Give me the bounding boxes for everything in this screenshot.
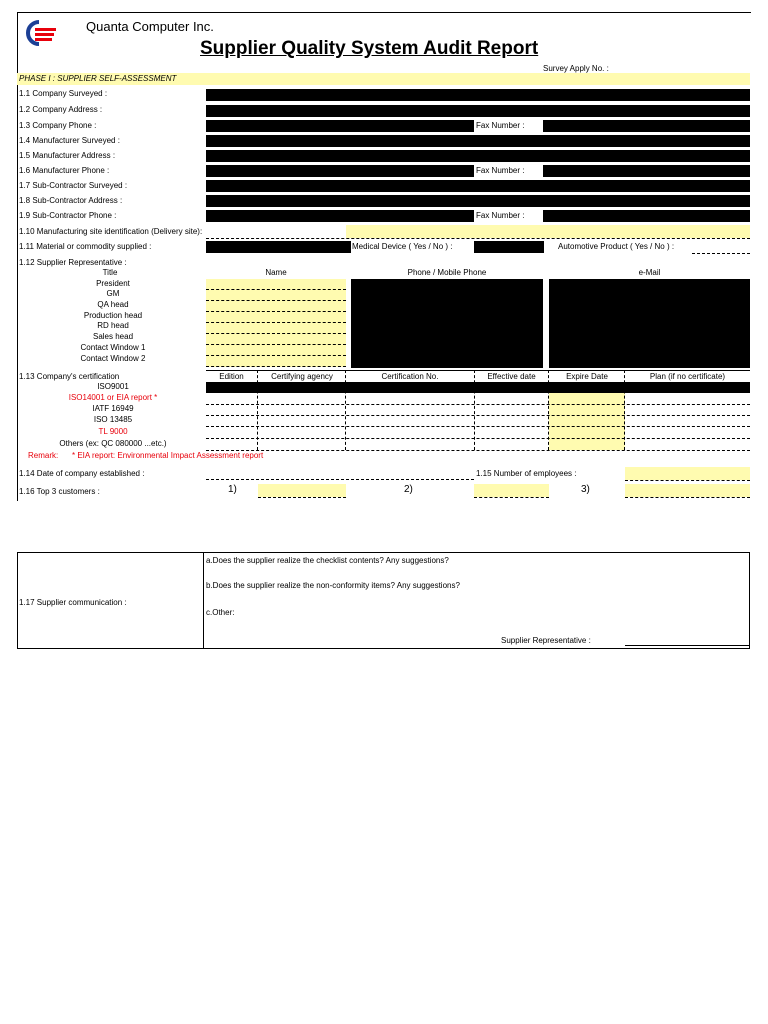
label-company-phone: 1.3 Company Phone : xyxy=(19,121,97,130)
company-surveyed-field[interactable] xyxy=(206,89,750,101)
communication-divider xyxy=(203,552,204,649)
company-phone-field[interactable] xyxy=(206,120,474,132)
label-employees: 1.15 Number of employees : xyxy=(476,469,577,478)
cert-header-number: Certification No. xyxy=(381,372,439,381)
supplier-rep-sign-line[interactable] xyxy=(625,645,749,646)
customer-2-field[interactable] xyxy=(474,484,549,497)
label-communication: 1.17 Supplier communication : xyxy=(19,598,127,607)
label-company-address: 1.2 Company Address : xyxy=(19,105,103,114)
label-mfr-phone: 1.6 Manufacturer Phone : xyxy=(19,166,110,175)
automotive-underline xyxy=(692,253,750,254)
site-id-field[interactable] xyxy=(346,225,750,238)
rep-email-column[interactable] xyxy=(549,279,750,368)
cert-header-agency: Certifying agency xyxy=(271,372,333,381)
company-name: Quanta Computer Inc. xyxy=(86,19,214,34)
cert-iso9001-field[interactable] xyxy=(206,382,750,393)
company-address-field[interactable] xyxy=(206,105,750,117)
sub-surveyed-field[interactable] xyxy=(206,180,750,192)
rep-title: Contact Window 2 xyxy=(80,354,146,363)
label-mfr-address: 1.5 Manufacturer Address : xyxy=(19,151,116,160)
label-sub-surveyed: 1.7 Sub-Contractor Surveyed : xyxy=(19,181,128,190)
label-company-established: 1.14 Date of company established : xyxy=(19,469,145,478)
cert-iso14001: ISO14001 or EIA report * xyxy=(68,393,158,402)
customer-3-field[interactable] xyxy=(625,484,750,497)
rep-header-title: Title xyxy=(102,268,118,277)
label-fax-mfr: Fax Number : xyxy=(476,166,525,175)
sub-phone-field[interactable] xyxy=(206,210,474,222)
customer-1-num: 1) xyxy=(228,484,237,495)
survey-apply-no-label: Survey Apply No. : xyxy=(543,64,609,73)
label-material: 1.11 Material or commodity supplied : xyxy=(19,242,152,251)
label-site-id: 1.10 Manufacturing site identification (Delivery site): xyxy=(19,227,203,236)
employees-field[interactable] xyxy=(625,467,750,480)
question-c: c.Other: xyxy=(206,608,235,617)
medical-field[interactable] xyxy=(474,241,544,253)
cert-iso13485: ISO 13485 xyxy=(93,415,133,424)
cert-header-edition: Edition xyxy=(219,372,244,381)
rep-header-name: Name xyxy=(265,268,287,277)
sub-address-field[interactable] xyxy=(206,195,750,207)
established-underline xyxy=(206,479,474,480)
label-fax-sub: Fax Number : xyxy=(476,211,525,220)
rep-header-email: e-Mail xyxy=(638,268,661,277)
customer-1-field[interactable] xyxy=(258,484,346,497)
label-medical: Medical Device ( Yes / No ) : xyxy=(352,242,453,251)
cert-header-expire: Expire Date xyxy=(566,372,608,381)
sub-fax-field[interactable] xyxy=(543,210,750,222)
cert-iso9001: ISO9001 xyxy=(97,382,129,391)
quanta-logo xyxy=(20,19,58,47)
cert-tl9000: TL 9000 xyxy=(98,427,128,436)
label-sub-phone: 1.9 Sub-Contractor Phone : xyxy=(19,211,117,220)
label-supplier-rep-sign: Supplier Representative : xyxy=(501,636,591,645)
rep-phone-column[interactable] xyxy=(351,279,543,368)
rep-title: Sales head xyxy=(92,332,134,341)
rep-header-phone: Phone / Mobile Phone xyxy=(407,268,487,277)
company-fax-field[interactable] xyxy=(543,120,750,132)
label-fax-company: Fax Number : xyxy=(476,121,525,130)
phase-label: PHASE I : SUPPLIER SELF-ASSESSMENT xyxy=(19,74,177,83)
label-sub-address: 1.8 Sub-Contractor Address : xyxy=(19,196,123,205)
label-company-surveyed: 1.1 Company Surveyed : xyxy=(19,89,108,98)
cert-others: Others (ex: QC 080000 ...etc.) xyxy=(59,439,167,448)
report-title: Supplier Quality System Audit Report xyxy=(200,38,539,59)
rep-title: QA head xyxy=(97,300,129,309)
rep-title: Contact Window 1 xyxy=(80,343,146,352)
communication-box xyxy=(17,552,750,649)
rep-title: President xyxy=(96,279,130,288)
question-b: b.Does the supplier realize the non-conformity items? Any suggestions? xyxy=(206,581,460,590)
customer-2-num: 2) xyxy=(404,484,413,495)
label-top-customers: 1.16 Top 3 customers : xyxy=(19,487,100,496)
label-supplier-rep: 1.12 Supplier Representative : xyxy=(19,258,127,267)
rep-title: GM xyxy=(106,289,120,298)
site-id-underline xyxy=(206,238,750,239)
cert-header-plan: Plan (if no certificate) xyxy=(649,372,726,381)
rep-name-column[interactable] xyxy=(206,279,346,367)
cert-iatf16949: IATF 16949 xyxy=(92,404,134,413)
mfr-surveyed-field[interactable] xyxy=(206,135,750,147)
customer-3-num: 3) xyxy=(581,484,590,495)
question-a: a.Does the supplier realize the checklist contents? Any suggestions? xyxy=(206,556,449,565)
mfr-address-field[interactable] xyxy=(206,150,750,162)
label-mfr-surveyed: 1.4 Manufacturer Surveyed : xyxy=(19,136,120,145)
rep-title: Production head xyxy=(83,311,143,320)
remark-text: * EIA report: Environmental Impact Assessment report xyxy=(72,451,264,460)
cert-expire-column[interactable] xyxy=(549,393,625,450)
mfr-phone-field[interactable] xyxy=(206,165,474,177)
cert-header-effective: Effective date xyxy=(487,372,536,381)
label-automotive: Automotive Product ( Yes / No ) : xyxy=(558,242,675,251)
mfr-fax-field[interactable] xyxy=(543,165,750,177)
material-field[interactable] xyxy=(206,241,351,253)
rep-title: RD head xyxy=(97,321,129,330)
label-cert: 1.13 Company's certification xyxy=(19,372,120,381)
remark-label: Remark: xyxy=(28,451,59,460)
